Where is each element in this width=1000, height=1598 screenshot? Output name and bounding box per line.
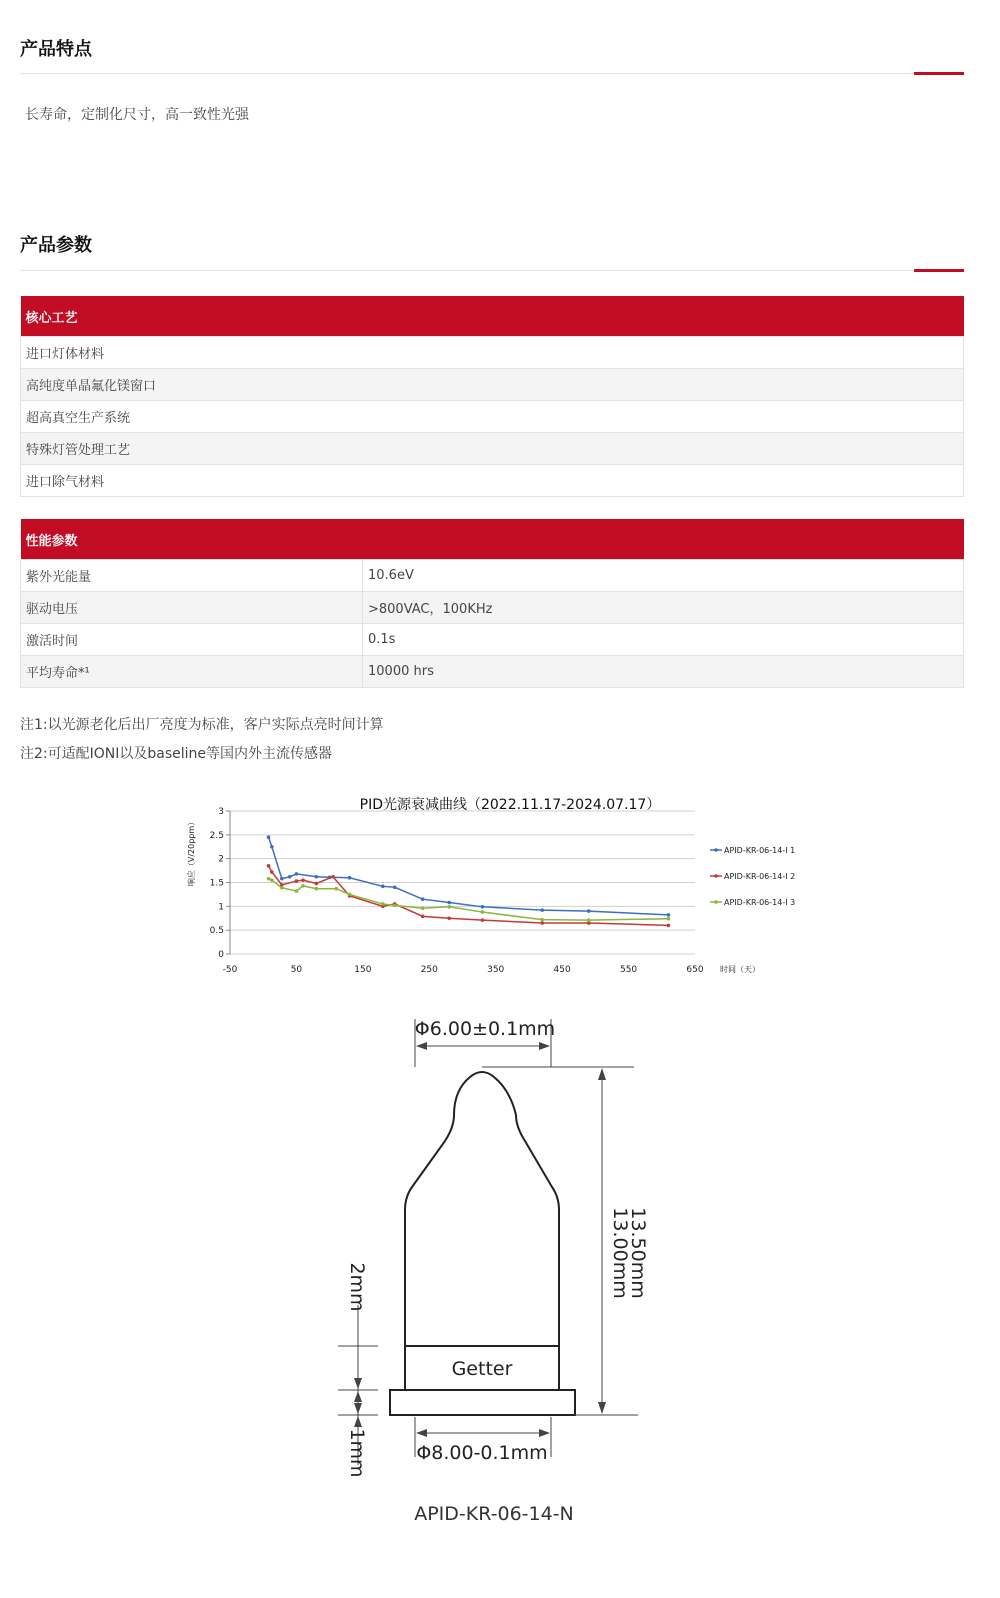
chart-x-tick-label: 350 (487, 965, 505, 975)
performance-param-value: 10.6eV (363, 560, 964, 592)
core-process-row: 进口除气材料 (21, 465, 964, 497)
chart-data-point (481, 918, 485, 922)
chart-data-point (315, 875, 319, 879)
lamp-body-outline (405, 1072, 559, 1390)
chart-y-tick-label: 2 (218, 854, 224, 865)
chart-data-point (421, 897, 425, 901)
chart-data-point (301, 878, 305, 882)
chart-data-point (447, 916, 451, 920)
core-process-row: 进口灯体材料 (21, 337, 964, 369)
chart-legend-marker (714, 874, 718, 878)
params-divider (20, 270, 964, 271)
features-accent-bar (914, 72, 964, 75)
features-title: 产品特点 (20, 39, 92, 60)
chart-title: PID光源衰减曲线（2022.11.17-2024.07.17） (359, 797, 661, 813)
getter-label: Getter (451, 1358, 513, 1380)
dim-top-label: Φ6.00±0.1mm (414, 1018, 556, 1040)
arrow-down-icon (354, 1403, 362, 1414)
features-text: 长寿命，定制化尺寸，高一致性光强 (25, 107, 249, 123)
chart-y-tick-label: 3 (218, 807, 224, 817)
chart-legend-label: APID-KR-06-14-I 1 (724, 846, 796, 855)
chart-data-point (447, 905, 451, 909)
chart-data-point (267, 877, 271, 881)
chart-x-tick-label: -50 (222, 965, 238, 975)
chart-x-tick-label: 550 (619, 965, 638, 975)
chart-data-point (587, 918, 591, 922)
params-title: 产品参数 (20, 235, 92, 256)
chart-x-tick-label: 450 (553, 965, 571, 975)
chart-data-point (301, 884, 305, 888)
chart-x-tick-label: 50 (290, 965, 303, 975)
features-divider (20, 73, 964, 74)
performance-param-name: 驱动电压 (21, 592, 363, 624)
chart-data-point (481, 910, 485, 914)
chart-data-point (393, 904, 397, 908)
chart-x-tick-label: 650 (686, 965, 704, 975)
chart-data-point (315, 882, 319, 886)
chart-data-point (288, 875, 292, 879)
performance-param-name: 紫外光能量 (21, 560, 363, 592)
arrow-up-icon (354, 1391, 362, 1402)
chart-y-tick-label: 0.5 (209, 926, 224, 937)
chart-data-point (334, 887, 338, 891)
core-process-row: 特殊灯管处理工艺 (21, 433, 964, 465)
chart-data-point (587, 909, 591, 913)
chart-data-point (270, 878, 274, 882)
chart-data-point (421, 906, 425, 910)
performance-param-value: >800VAC，100KHz (363, 592, 964, 624)
note-2: 注2:可适配IONI以及baseline等国内外主流传感器 (20, 746, 333, 762)
arrow-up-icon (354, 1416, 362, 1427)
chart-data-point (421, 915, 425, 919)
performance-param-value: 0.1s (363, 624, 964, 656)
chart-data-point (481, 905, 485, 909)
chart-data-point (295, 879, 299, 883)
performance-param-name: 平均寿命*¹ (21, 656, 363, 688)
chart-series-line (269, 879, 669, 920)
chart-data-point (270, 870, 274, 874)
chart-legend-marker (714, 848, 718, 852)
chart-data-point (381, 902, 385, 906)
chart-data-point (270, 845, 274, 849)
performance-table (20, 519, 964, 688)
chart-data-point (267, 835, 271, 839)
note-1: 注1:以光源老化后出厂亮度为标准，客户实际点亮时间计算 (20, 717, 384, 733)
chart-data-point (447, 901, 451, 905)
chart-x-tick-label: 250 (420, 965, 438, 975)
arrow-down-icon (598, 1402, 606, 1414)
chart-data-point (381, 885, 385, 889)
arrow-right-icon (539, 1429, 550, 1437)
chart-y-tick-label: 1 (218, 902, 224, 913)
chart-series-line (269, 866, 669, 926)
chart-legend-marker (714, 900, 718, 904)
performance-param-value: 10000 hrs (363, 656, 964, 688)
chart-data-point (315, 887, 319, 891)
arrow-right-icon (539, 1042, 550, 1050)
core-process-row: 高纯度单晶氟化镁窗口 (21, 369, 964, 401)
arrow-up-icon (598, 1068, 606, 1080)
chart-data-point (540, 918, 544, 922)
dim-height-label-1: 13.50mm (627, 1207, 649, 1299)
core-process-header: 核心工艺 (21, 296, 964, 337)
performance-header: 性能参数 (21, 519, 964, 560)
chart-data-point (267, 864, 271, 868)
performance-param-name: 激活时间 (21, 624, 363, 656)
chart-data-point (540, 908, 544, 912)
chart-y-axis-label: 响应（V/20ppm） (187, 817, 196, 887)
model-label: APID-KR-06-14-N (414, 1503, 574, 1525)
chart-y-tick-label: 0 (218, 950, 224, 960)
chart-data-point (280, 877, 284, 881)
arrow-left-icon (416, 1042, 427, 1050)
chart-y-tick-label: 1.5 (209, 878, 224, 889)
chart-legend-label: APID-KR-06-14-I 3 (724, 898, 796, 907)
dim-2mm-label: 2mm (346, 1262, 368, 1312)
chart-data-point (667, 924, 671, 928)
chart-data-point (280, 886, 284, 890)
chart-data-point (393, 885, 397, 889)
chart-data-point (540, 921, 544, 925)
lamp-dimension-drawing (330, 1005, 670, 1540)
core-process-row: 超高真空生产系统 (21, 401, 964, 433)
decay-chart (180, 790, 820, 990)
chart-data-point (667, 917, 671, 921)
chart-data-point (331, 875, 335, 879)
chart-data-point (348, 876, 352, 880)
chart-x-tick-label: 150 (354, 965, 372, 975)
dim-1mm-label: 1mm (346, 1428, 368, 1478)
chart-data-point (348, 893, 352, 897)
dim-bottom-label: Φ8.00-0.1mm (416, 1442, 548, 1464)
dim-height-label-2: 13.00mm (609, 1207, 631, 1299)
lamp-base-flange (390, 1390, 575, 1415)
chart-y-tick-label: 2.5 (209, 830, 224, 841)
core-process-table (20, 296, 964, 497)
chart-data-point (295, 889, 299, 893)
params-accent-bar (914, 269, 964, 272)
arrow-left-icon (416, 1429, 427, 1437)
arrow-down-icon (354, 1378, 362, 1389)
chart-legend-label: APID-KR-06-14-I 2 (724, 872, 796, 881)
chart-data-point (667, 913, 671, 917)
chart-data-point (295, 872, 299, 876)
chart-x-axis-label: 时间（天） (720, 965, 760, 974)
